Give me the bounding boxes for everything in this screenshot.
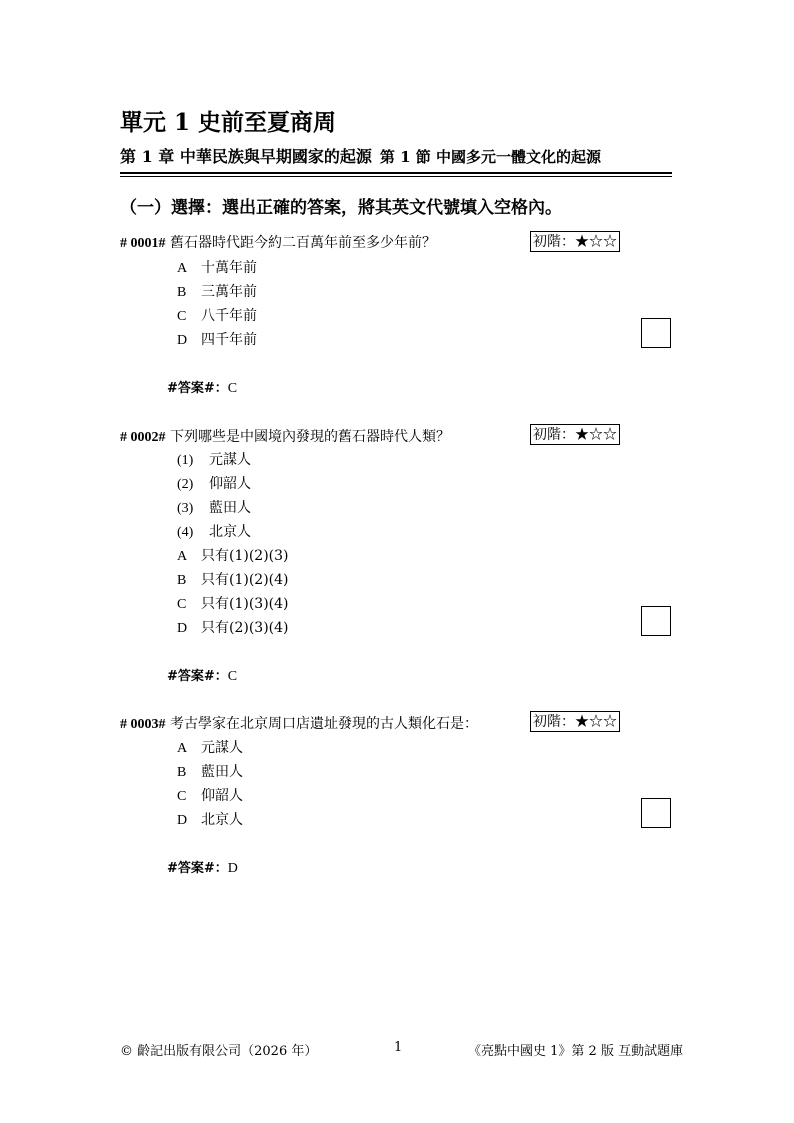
- answer-value: C: [227, 381, 238, 396]
- section-instructions: （一）選擇：選出正確的答案，將其英文代號填入空格內。: [120, 198, 562, 218]
- difficulty-badge: 初階：★☆☆: [530, 424, 620, 445]
- answer-value: D: [227, 861, 238, 876]
- footer-page-number: 1: [394, 1040, 403, 1055]
- option-d: D 四千年前: [177, 332, 257, 348]
- question-number: # 0003#: [120, 717, 166, 732]
- answer-line: #答案#：C: [167, 381, 238, 396]
- option-d: D 北京人: [177, 812, 243, 828]
- option-b: B 只有(1)(2)(4): [177, 572, 289, 588]
- section-title: 第 1 節 中國多元一體文化的起源: [379, 148, 601, 166]
- question-text: 考古學家在北京周口店遺址發現的古人類化石是：: [169, 716, 478, 732]
- question-1-stem: [120, 232, 436, 252]
- answer-line: #答案#：C: [167, 669, 238, 684]
- difficulty-badge: 初階：★☆☆: [530, 231, 620, 252]
- footer-copyright: © 齡記出版有限公司（2026 年）: [120, 1044, 318, 1059]
- list-item-1: (1) 元謀人: [177, 452, 251, 468]
- question-text: 下列哪些是中國境內發現的舊石器時代人類？: [169, 429, 450, 445]
- answer-box[interactable]: [641, 318, 671, 348]
- chapter-heading: [120, 144, 601, 167]
- list-item-3: (3) 藍田人: [177, 500, 251, 516]
- option-d: D 只有(2)(3)(4): [177, 620, 289, 636]
- question-number: # 0001#: [120, 236, 166, 251]
- option-c: C 仰韶人: [177, 788, 243, 804]
- option-a: A 只有(1)(2)(3): [177, 548, 289, 564]
- question-number: # 0002#: [120, 430, 166, 445]
- list-item-2: (2) 仰韶人: [177, 476, 251, 492]
- header-rule-thin: [120, 176, 672, 177]
- header-rule-thick: [120, 172, 672, 174]
- option-c: C 只有(1)(3)(4): [177, 596, 289, 612]
- option-b: B 藍田人: [177, 764, 243, 780]
- unit-title: 單元 1 史前至夏商周: [120, 109, 337, 136]
- answer-box[interactable]: [641, 606, 671, 636]
- option-a: A 元謀人: [177, 740, 243, 756]
- answer-line: #答案#：D: [167, 861, 238, 876]
- option-b: B 三萬年前: [177, 284, 257, 300]
- difficulty-badge: 初階：★☆☆: [530, 711, 620, 732]
- footer-book-title: 《亮點中國史 1》第 2 版 互動試題庫: [468, 1044, 684, 1059]
- question-text: 舊石器時代距今約二百萬年前至多少年前？: [169, 235, 436, 251]
- answer-value: C: [227, 669, 238, 684]
- question-3-stem: [120, 713, 478, 733]
- option-c: C 八千年前: [177, 308, 257, 324]
- option-a: A 十萬年前: [177, 260, 257, 276]
- chapter-title: 第 1 章 中華民族與早期國家的起源: [120, 147, 372, 166]
- question-2-stem: [120, 426, 450, 446]
- list-item-4: (4) 北京人: [177, 524, 251, 540]
- answer-box[interactable]: [641, 798, 671, 828]
